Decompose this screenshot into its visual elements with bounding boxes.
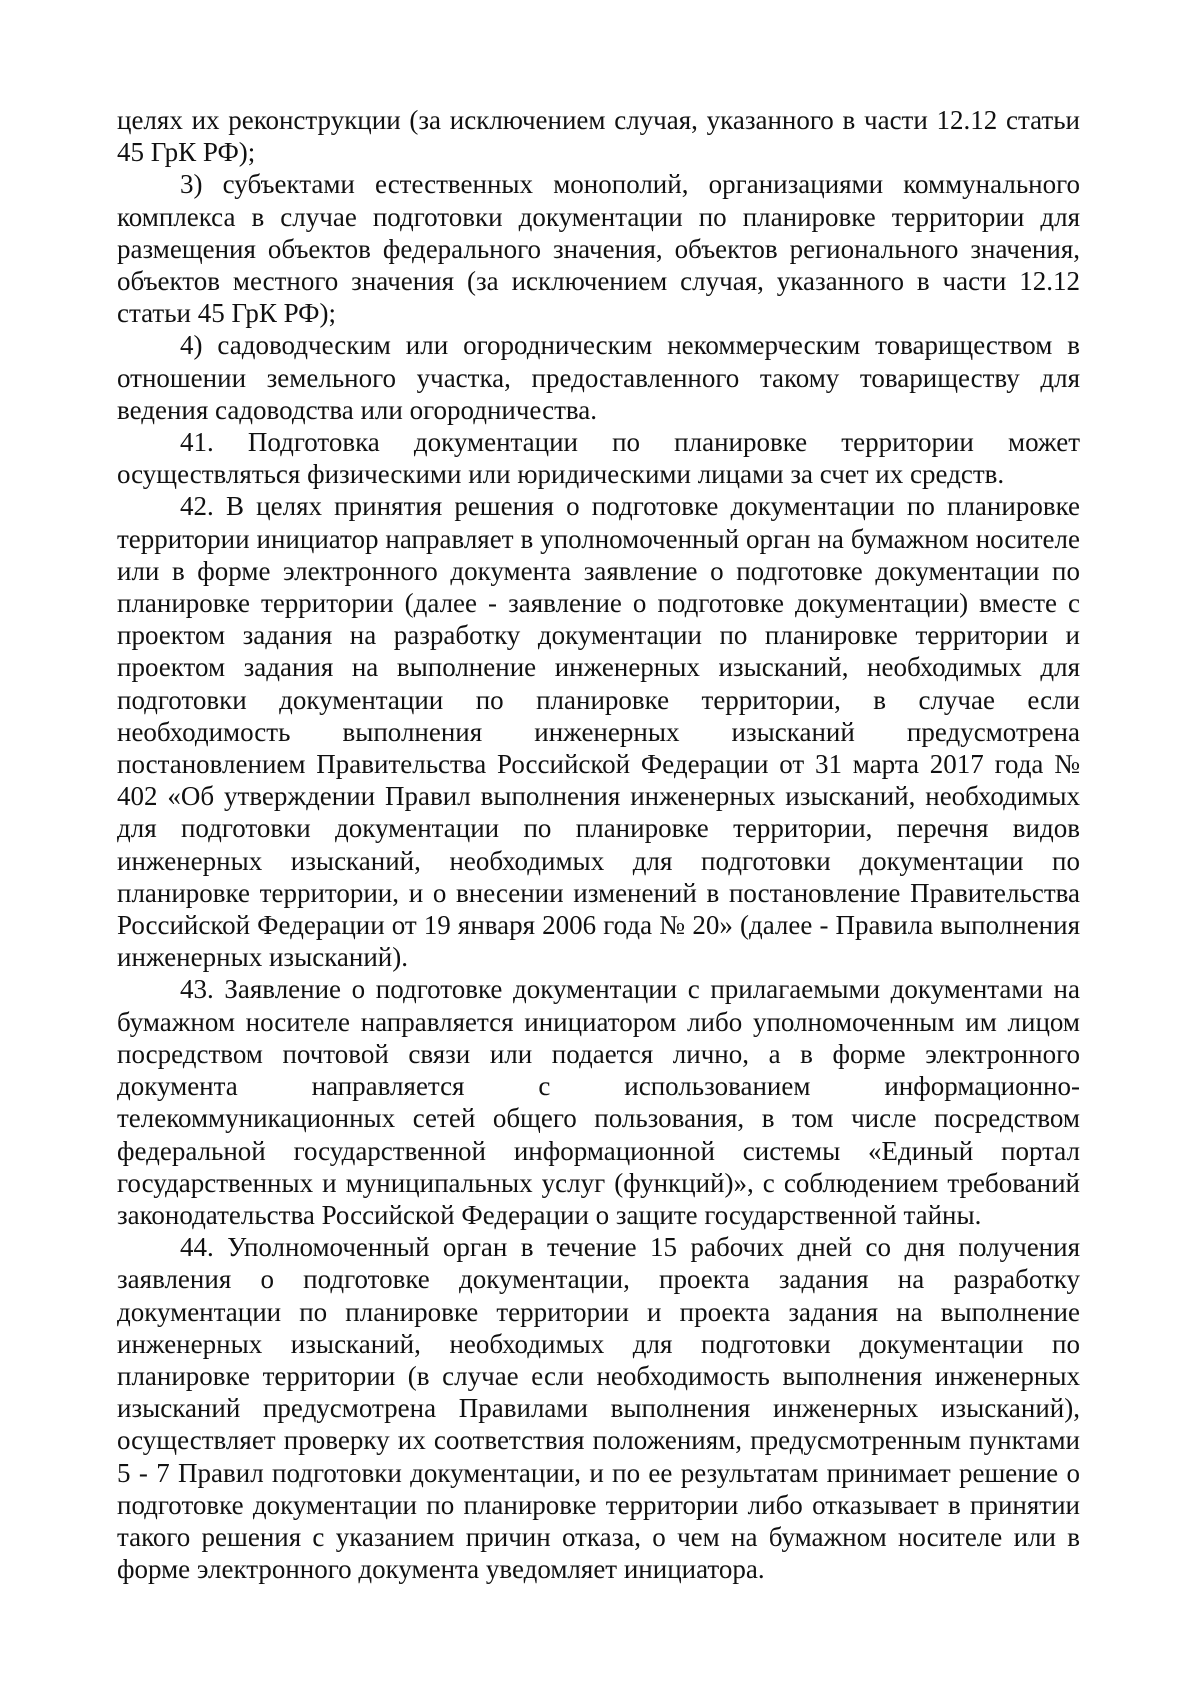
paragraph-clause-44: 44. Уполномоченный орган в течение 15 рабочих дней со дня получения заявления о подготовке документации, проекта задания на разработку документации по планировке территории и проекта задания на выполнение инженерных изысканий, необходимых для подготовки документации по планировке территории (в случае если необходимость выполнения инженерных изысканий предусмотрена Правилами выполнения инженерных изысканий), осуществляет проверку их соответствия положениям, предусмотренным пунктами 5 - 7 Правил подготовки документации, и по ее результатам принимает решение о подготовке документации по планировке территории либо отказывает в принятии такого решения с указанием причин отказа, о чем на бумажном носителе или в форме электронного документа уведомляет инициатора. <box>117 1232 1080 1585</box>
paragraph-clause-41: 41. Подготовка документации по планировке территории может осуществляться физическими или юридическими лицами за счет их средств. <box>117 427 1080 490</box>
paragraph-clause-43: 43. Заявление о подготовке документации с прилагаемыми документами на бумажном носителе направляется инициатором либо уполномоченным им лицом посредством почтовой связи или подается лично, а в форме электронного документа направляется с использованием информационно-телекоммуникационных сетей общего пользования, в том числе посредством федеральной государственной информационной системы «Единый портал государственных и муниципальных услуг (функций)», с соблюдением требований законодательства Российской Федерации о защите государственной тайны. <box>117 974 1080 1230</box>
paragraph-item-3: 3) субъектами естественных монополий, организациями коммунального комплекса в случае подготовки документации по планировке территории для размещения объектов федерального значения, объектов регионального значения, объектов местного значения (за исключением случая, указанного в части 12.12 статьи 45 ГрК РФ); <box>117 169 1080 329</box>
paragraph-item-4: 4) садоводческим или огородническим некоммерческим товариществом в отношении земельного участка, предоставленного такому товариществу для ведения садоводства или огородничества. <box>117 330 1080 425</box>
document-page <box>117 104 1080 1585</box>
paragraph-continuation: целях их реконструкции (за исключением случая, указанного в части 12.12 статьи 45 ГрК РФ); <box>117 105 1080 168</box>
paragraph-clause-42: 42. В целях принятия решения о подготовке документации по планировке территории инициатор направляет в уполномоченный орган на бумажном носителе или в форме электронного документа заявление о подготовке документации по планировке территории (далее - заявление о подготовке документации) вместе с проектом задания на разработку документации по планировке территории и проектом задания на выполнение инженерных изысканий, необходимых для подготовки документации по планировке территории, в случае если необходимость выполнения инженерных изысканий предусмотрена постановлением Правительства Российской Федерации от 31 марта 2017 года № 402 «Об утверждении Правил выполнения инженерных изысканий, необходимых для подготовки документации по планировке территории, перечня видов инженерных изысканий, необходимых для подготовки документации по планировке территории, и о внесении изменений в постановление Правительства Российской Федерации от 19 января 2006 года № 20» (далее - Правила выполнения инженерных изысканий). <box>117 491 1080 973</box>
